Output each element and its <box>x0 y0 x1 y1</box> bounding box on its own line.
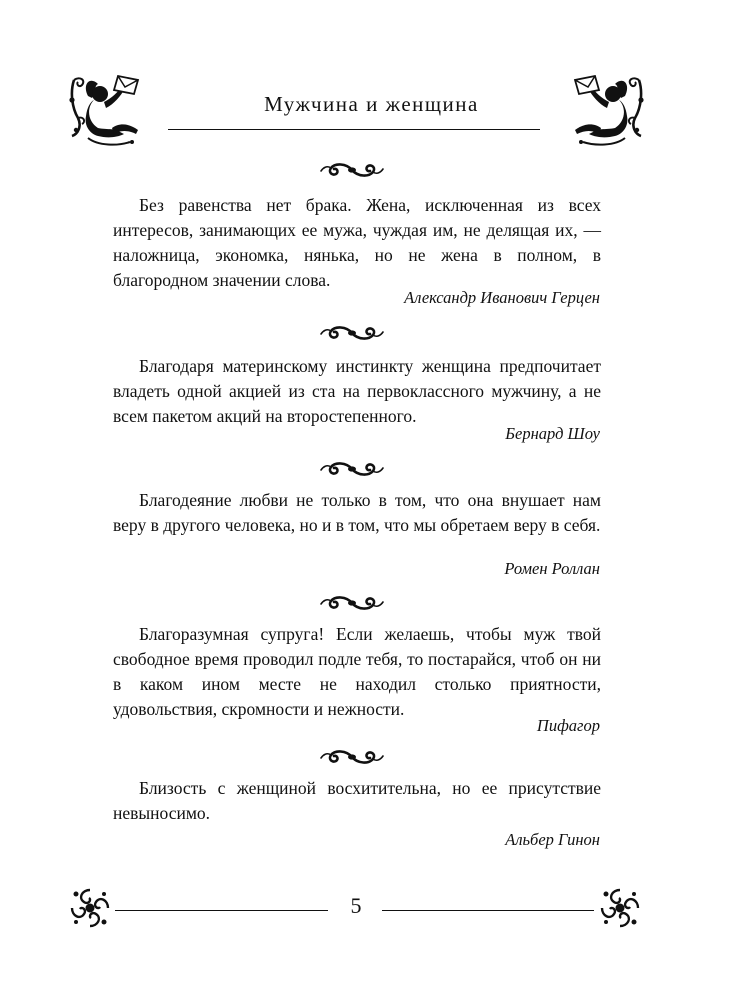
quote-author: Пифагор <box>536 716 600 735</box>
scroll-flourish-icon <box>319 592 385 614</box>
quote-author: Александр Иванович Герцен <box>404 288 600 307</box>
fleuron-ornament-icon <box>68 886 112 930</box>
quote-author: Бернард Шоу <box>505 424 600 443</box>
quote-text: Благоразумная супруга! Если желаешь, чтобы муж твой свободное время проводил подле тебя, то постарайся, чтоб он ни в каком ином месте не находил столько приятности, удовольствия, скромности и нежности. <box>113 624 601 719</box>
quote-text: Близость с женщиной восхитительна, но ее присутствие невыносимо. <box>113 778 601 823</box>
scroll-flourish-icon <box>319 159 385 181</box>
scroll-flourish-icon <box>319 322 385 344</box>
fleuron-ornament-icon <box>598 886 642 930</box>
scroll-flourish-icon <box>319 746 385 768</box>
footer-rule <box>382 910 594 911</box>
quote-author: Ромен Роллан <box>504 559 600 578</box>
page-number: 5 <box>350 893 362 918</box>
quote-text: Благодаря материнскому инстинкту женщина предпочитает владеть одной акцией из ста на первоклассного мужчину, а не всем пакетом акций на второстепенного. <box>113 356 601 426</box>
running-title: Мужчина и женщина <box>264 92 479 116</box>
scroll-flourish-icon <box>319 458 385 480</box>
cherub-with-envelope-icon <box>565 72 645 152</box>
header-rule <box>168 129 540 130</box>
quote-author: Альбер Гинон <box>505 830 600 849</box>
quote-text: Благодеяние любви не только в том, что она внушает нам веру в другого человека, но и в том, что мы обретаем веру в себя. <box>113 490 601 535</box>
footer-rule <box>115 910 328 911</box>
quote-text: Без равенства нет брака. Жена, исключенная из всех интересов, занимающих ее мужа, чуждая им, не делящая их, — наложница, экономка, нянька, но не жена в полном, в благородном значении слова. <box>113 195 601 290</box>
